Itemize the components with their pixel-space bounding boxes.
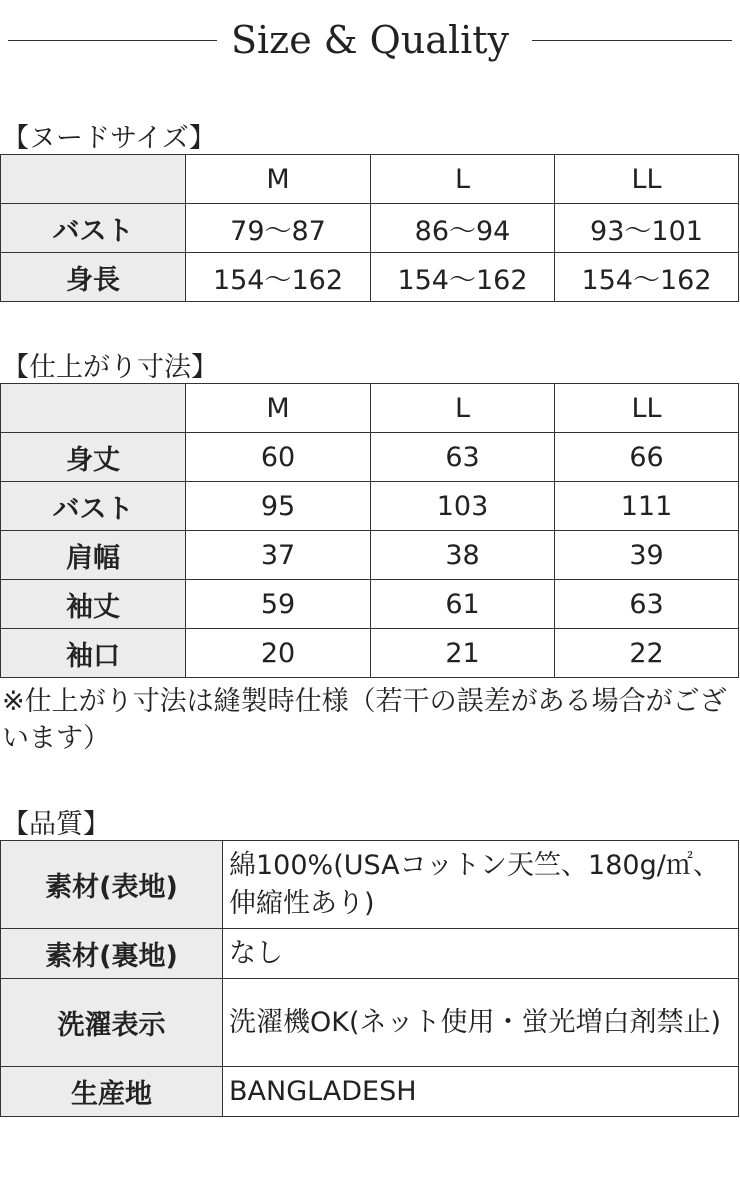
row-label: 袖丈 <box>1 580 186 629</box>
table-cell: 綿100%(USAコットン天竺、180g/㎡、伸縮性あり) <box>223 841 739 929</box>
table-row <box>1 580 739 629</box>
table-cell: 86〜94 <box>371 204 555 253</box>
table-cell: 63 <box>371 433 555 482</box>
table-cell: 39 <box>555 531 739 580</box>
table-cell: 79〜87 <box>186 204 371 253</box>
row-label: 袖口 <box>1 629 186 678</box>
table-cell: 154〜162 <box>555 253 739 302</box>
size-header: L <box>371 384 555 433</box>
row-label: 素材(表地) <box>1 841 223 929</box>
finished-size-note: ※仕上がり寸法は縫製時仕様（若干の誤差がある場合がございます） <box>2 686 727 754</box>
table-header-row <box>1 155 739 204</box>
table-cell: 66 <box>555 433 739 482</box>
table-cell: 37 <box>186 531 371 580</box>
nude-size-table <box>0 154 739 302</box>
nude-size-label: 【ヌードサイズ】 <box>2 123 216 154</box>
row-label: バスト <box>1 204 186 253</box>
table-cell: 22 <box>555 629 739 678</box>
row-label: バスト <box>1 482 186 531</box>
row-label: 身長 <box>1 253 186 302</box>
table-cell: 59 <box>186 580 371 629</box>
table-cell: 38 <box>371 531 555 580</box>
table-cell: 154〜162 <box>371 253 555 302</box>
finished-size-table <box>0 383 739 678</box>
table-row <box>1 1067 739 1117</box>
table-cell: 21 <box>371 629 555 678</box>
table-cell: 洗濯機OK(ネット使用・蛍光増白剤禁止) <box>223 979 739 1067</box>
row-label: 生産地 <box>1 1067 223 1117</box>
title-row <box>0 10 740 70</box>
table-cell: 95 <box>186 482 371 531</box>
quality-label: 【品質】 <box>2 809 110 840</box>
table-row <box>1 929 739 979</box>
row-label: 肩幅 <box>1 531 186 580</box>
table-cell: BANGLADESH <box>223 1067 739 1117</box>
table-cell: 20 <box>186 629 371 678</box>
page-title: Size & Quality <box>0 18 740 62</box>
header-blank-cell <box>1 384 186 433</box>
table-row <box>1 531 739 580</box>
size-header: M <box>186 155 371 204</box>
table-cell: 103 <box>371 482 555 531</box>
size-header: L <box>371 155 555 204</box>
table-header-row <box>1 384 739 433</box>
table-row <box>1 433 739 482</box>
table-cell: なし <box>223 929 739 979</box>
table-cell: 111 <box>555 482 739 531</box>
table-row <box>1 482 739 531</box>
table-row <box>1 841 739 929</box>
row-label: 素材(裏地) <box>1 929 223 979</box>
table-cell: 63 <box>555 580 739 629</box>
table-cell: 60 <box>186 433 371 482</box>
size-header: LL <box>555 155 739 204</box>
row-label: 洗濯表示 <box>1 979 223 1067</box>
row-label: 身丈 <box>1 433 186 482</box>
size-header: M <box>186 384 371 433</box>
size-header: LL <box>555 384 739 433</box>
table-cell: 93〜101 <box>555 204 739 253</box>
table-row <box>1 204 739 253</box>
table-cell: 61 <box>371 580 555 629</box>
header-blank-cell <box>1 155 186 204</box>
quality-table <box>0 840 739 1117</box>
table-cell: 154〜162 <box>186 253 371 302</box>
finished-size-label: 【仕上がり寸法】 <box>2 352 218 383</box>
table-row <box>1 629 739 678</box>
table-row <box>1 979 739 1067</box>
table-row <box>1 253 739 302</box>
